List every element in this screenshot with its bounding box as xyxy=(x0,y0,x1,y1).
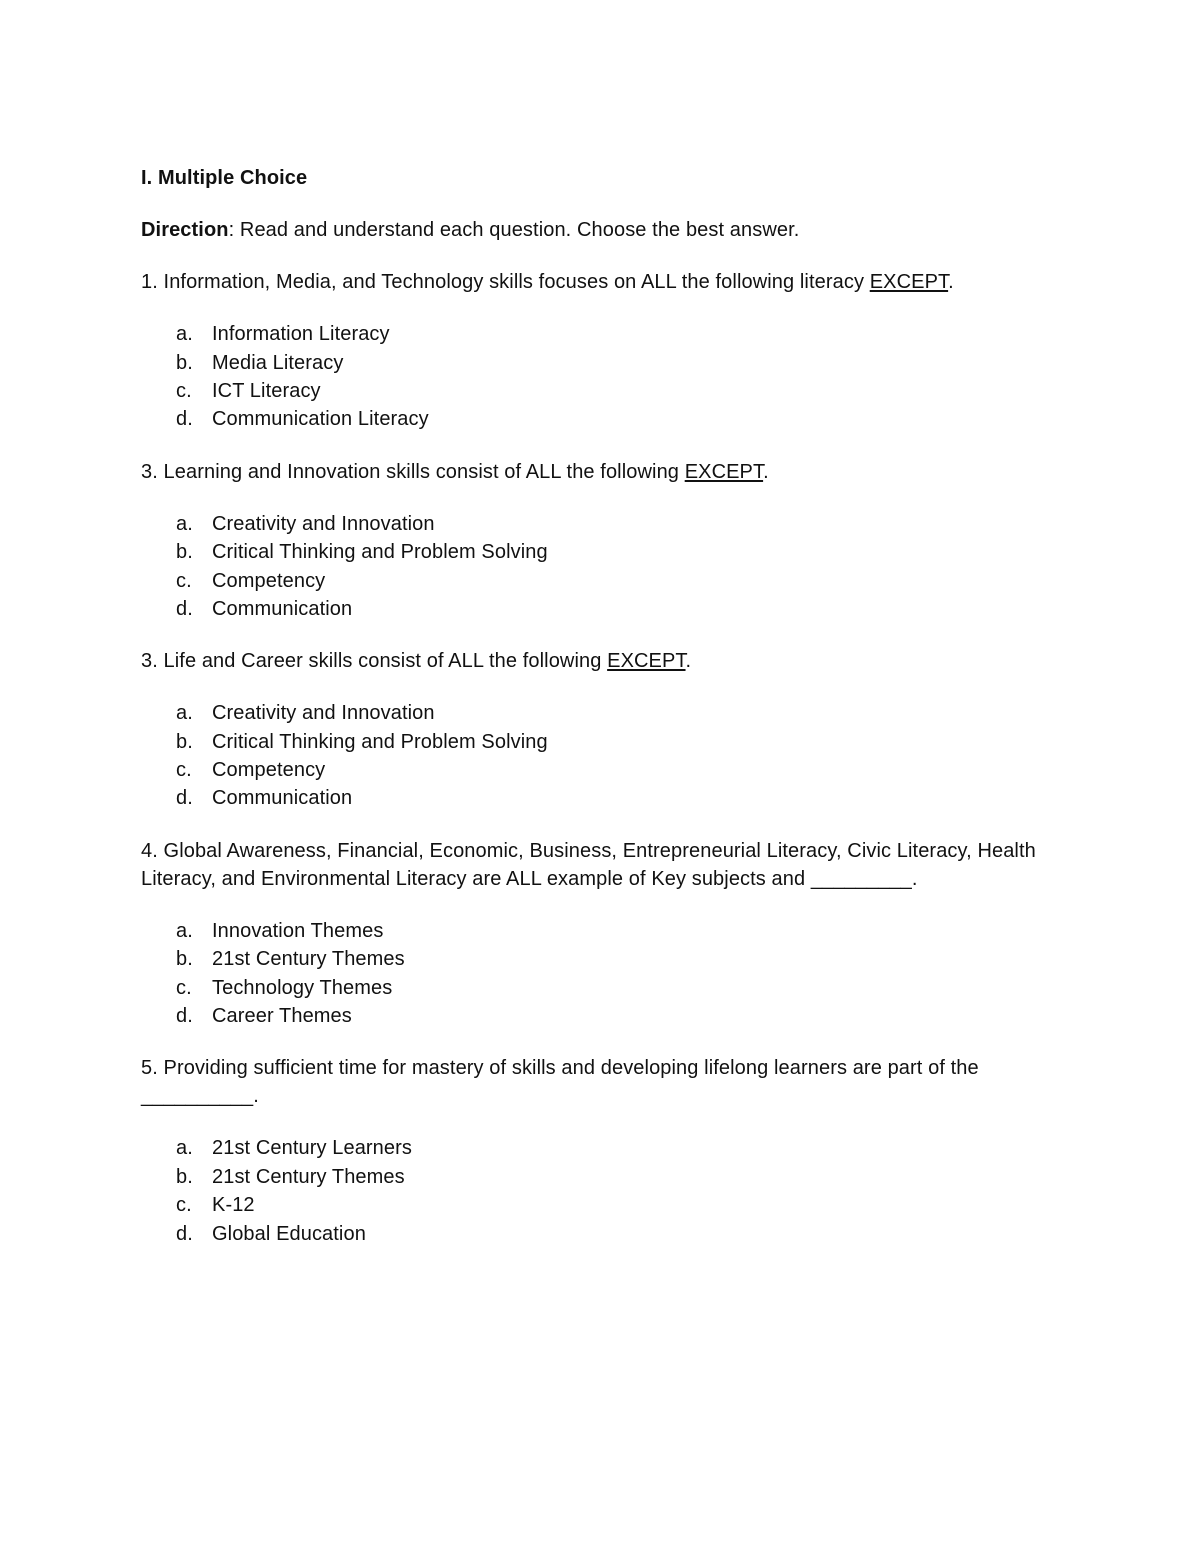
option-text: Communication xyxy=(212,597,353,620)
option-b: b. Critical Thinking and Problem Solving xyxy=(176,538,1061,566)
option-text: 21st Century Themes xyxy=(212,1165,405,1188)
direction-label: Direction xyxy=(141,219,229,241)
question-stem: 3. Life and Career skills consist of ALL the following EXCEPT. xyxy=(141,650,692,673)
answer-options xyxy=(141,917,1061,1031)
option-text: 21st Century Learners xyxy=(212,1137,412,1160)
section-title: I. Multiple Choice xyxy=(141,167,308,189)
option-a: a. Creativity and Innovation xyxy=(176,699,1061,727)
option-d: d. Communication xyxy=(176,595,1061,623)
option-b: b. Media Literacy xyxy=(176,348,1061,376)
option-text: Global Education xyxy=(212,1222,366,1245)
answer-options xyxy=(141,1134,1061,1248)
option-text: Communication xyxy=(212,787,353,810)
option-a: a. Creativity and Innovation xyxy=(176,510,1061,538)
option-d: d. Global Education xyxy=(176,1219,1061,1247)
option-text: Communication Literacy xyxy=(212,408,429,431)
except-emphasis: EXCEPT xyxy=(607,650,686,673)
question-2 xyxy=(141,458,1061,624)
question-4 xyxy=(141,837,1061,1031)
option-text: Technology Themes xyxy=(212,976,393,999)
question-3 xyxy=(141,647,1061,813)
option-text: Innovation Themes xyxy=(212,919,384,942)
answer-options xyxy=(141,510,1061,624)
document-content xyxy=(141,164,1061,1272)
option-a: a. Information Literacy xyxy=(176,320,1061,348)
option-text: Media Literacy xyxy=(212,351,344,374)
option-a: a. 21st Century Learners xyxy=(176,1134,1061,1162)
option-b: b. 21st Century Themes xyxy=(176,945,1061,973)
option-text: Career Themes xyxy=(212,1005,352,1028)
option-text: Information Literacy xyxy=(212,323,390,346)
option-d: d. Communication xyxy=(176,784,1061,812)
option-text: Critical Thinking and Problem Solving xyxy=(212,541,548,564)
question-stem: 3. Learning and Innovation skills consist of ALL the following EXCEPT. xyxy=(141,460,769,483)
option-text: Competency xyxy=(212,759,326,782)
option-text: Critical Thinking and Problem Solving xyxy=(212,730,548,753)
option-b: b. 21st Century Themes xyxy=(176,1163,1061,1191)
option-text: Creativity and Innovation xyxy=(212,702,435,725)
option-c: c. Technology Themes xyxy=(176,973,1061,1001)
option-d: d. Career Themes xyxy=(176,1002,1061,1030)
option-text: Creativity and Innovation xyxy=(212,512,435,535)
option-d: d. Communication Literacy xyxy=(176,405,1061,433)
option-c: c. Competency xyxy=(176,566,1061,594)
option-text: ICT Literacy xyxy=(212,379,321,402)
question-stem: 1. Information, Media, and Technology skills focuses on ALL the following literacy EXCEPT. xyxy=(141,271,954,293)
option-c: c. Competency xyxy=(176,756,1061,784)
direction-text: : Read and understand each question. Choose the best answer. xyxy=(228,219,800,241)
answer-options xyxy=(141,320,1061,434)
question-stem: 4. Global Awareness, Financial, Economic, Business, Entrepreneurial Literacy, Civic Literacy, Health Literacy, and Environmental Literacy are ALL example of Key subjects and _________. xyxy=(141,839,1036,890)
option-text: Competency xyxy=(212,569,326,592)
question-stem: 5. Providing sufficient time for mastery of skills and developing lifelong learners are part of the __________. xyxy=(141,1057,979,1108)
option-text: K-12 xyxy=(212,1194,255,1217)
option-text: 21st Century Themes xyxy=(212,948,405,971)
direction-line xyxy=(141,216,1061,244)
option-a: a. Innovation Themes xyxy=(176,917,1061,945)
option-c: c. K-12 xyxy=(176,1191,1061,1219)
except-emphasis: EXCEPT xyxy=(869,271,949,293)
question-5 xyxy=(141,1054,1061,1248)
question-1 xyxy=(141,268,1061,434)
option-b: b. Critical Thinking and Problem Solving xyxy=(176,728,1061,756)
except-emphasis: EXCEPT xyxy=(684,460,764,483)
option-c: c. ICT Literacy xyxy=(176,377,1061,405)
answer-options xyxy=(141,699,1061,813)
